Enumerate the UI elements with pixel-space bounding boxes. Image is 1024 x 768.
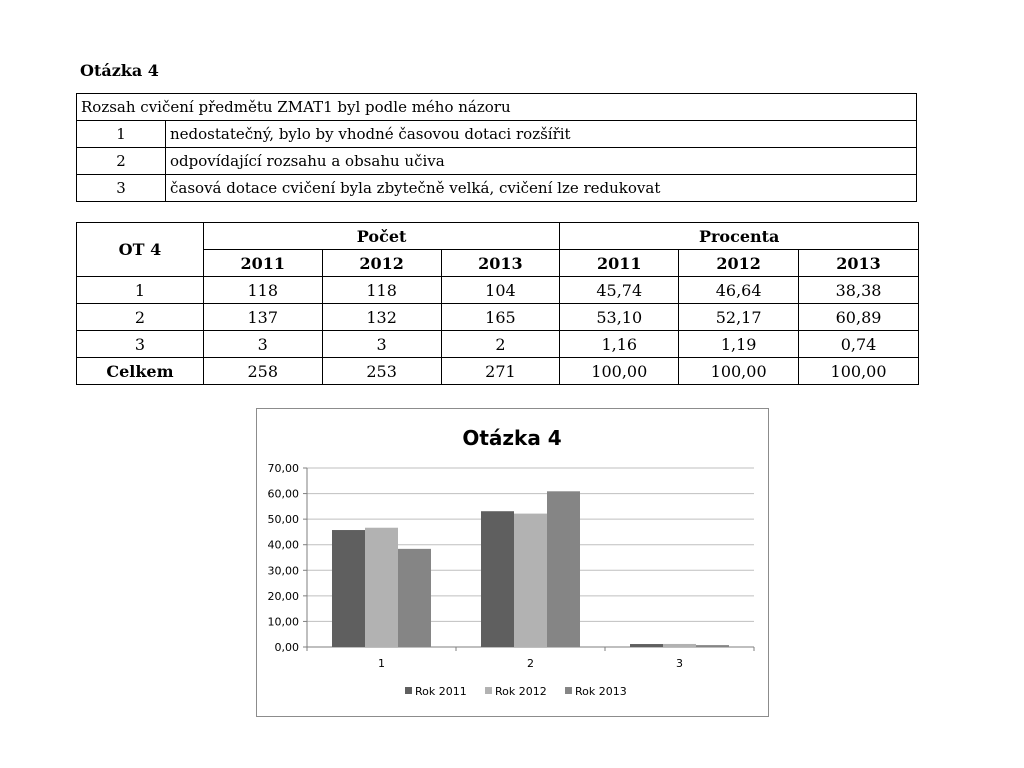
table-cell: 1,19	[679, 331, 799, 358]
percent-group-header: Procenta	[560, 223, 919, 250]
row-label: 2	[77, 304, 204, 331]
x-tick-label: 3	[676, 657, 683, 670]
bar-chart	[256, 408, 769, 717]
legend-swatch	[405, 687, 412, 694]
year-header: 2013	[799, 250, 919, 277]
count-group-header: Počet	[203, 223, 559, 250]
page-heading: Otázka 4	[80, 61, 159, 80]
table-cell: 1,16	[560, 331, 679, 358]
question-options-table	[76, 93, 917, 202]
table-cell: 258	[203, 358, 322, 385]
chart-title: Otázka 4	[462, 426, 562, 450]
option-number: 3	[77, 175, 166, 202]
year-header: 2011	[560, 250, 679, 277]
table-cell: 100,00	[679, 358, 799, 385]
results-table	[76, 222, 919, 385]
year-header-row	[77, 250, 919, 277]
chart-canvas	[257, 409, 768, 716]
legend-label: Rok 2012	[495, 685, 547, 698]
option-row	[77, 175, 917, 202]
table-cell: 60,89	[799, 304, 919, 331]
bar	[481, 511, 514, 647]
y-tick-label: 50,00	[267, 513, 299, 527]
table-cell: 38,38	[799, 277, 919, 304]
table-cell: 104	[441, 277, 560, 304]
table-row	[77, 331, 919, 358]
x-tick-label: 2	[527, 657, 534, 670]
y-tick-label: 10,00	[267, 615, 299, 629]
row-label: 3	[77, 331, 204, 358]
table-cell: 3	[203, 331, 322, 358]
total-row	[77, 358, 919, 385]
bar	[514, 514, 547, 647]
y-tick-label: 0,00	[274, 641, 299, 654]
corner-header: OT 4	[77, 223, 204, 277]
total-label: Celkem	[77, 358, 204, 385]
y-tick-label: 30,00	[267, 564, 299, 578]
table-cell: 53,10	[560, 304, 679, 331]
table-cell: 271	[441, 358, 560, 385]
table-cell: 2	[441, 331, 560, 358]
legend-swatch	[485, 687, 492, 694]
year-header: 2013	[441, 250, 560, 277]
question-title: Rozsah cvičení předmětu ZMAT1 byl podle mého názoru	[77, 94, 917, 121]
table-cell: 100,00	[560, 358, 679, 385]
table-cell: 137	[203, 304, 322, 331]
year-header: 2011	[203, 250, 322, 277]
option-text: nedostatečný, bylo by vhodné časovou dotaci rozšířit	[166, 121, 917, 148]
group-header-row	[77, 223, 919, 250]
year-header: 2012	[679, 250, 799, 277]
table-cell: 118	[322, 277, 441, 304]
bar	[398, 549, 431, 647]
y-tick-label: 20,00	[267, 589, 299, 603]
bar	[365, 528, 398, 647]
option-number: 1	[77, 121, 166, 148]
x-tick-label: 1	[378, 657, 385, 670]
table-cell: 46,64	[679, 277, 799, 304]
option-text: časová dotace cvičení byla zbytečně velká, cvičení lze redukovat	[166, 175, 917, 202]
bar	[663, 644, 696, 647]
option-row	[77, 148, 917, 175]
table-cell: 253	[322, 358, 441, 385]
bar	[547, 491, 580, 647]
option-number: 2	[77, 148, 166, 175]
table-cell: 132	[322, 304, 441, 331]
table-row	[77, 277, 919, 304]
table-cell: 0,74	[799, 331, 919, 358]
y-tick-label: 40,00	[267, 538, 299, 552]
legend-label: Rok 2013	[575, 685, 627, 698]
row-label: 1	[77, 277, 204, 304]
table-cell: 3	[322, 331, 441, 358]
table-row	[77, 304, 919, 331]
bar	[696, 645, 729, 647]
legend-label: Rok 2011	[415, 685, 467, 698]
year-header: 2012	[322, 250, 441, 277]
bar	[630, 644, 663, 647]
option-row	[77, 121, 917, 148]
table-cell: 118	[203, 277, 322, 304]
table-cell: 45,74	[560, 277, 679, 304]
table-cell: 52,17	[679, 304, 799, 331]
y-tick-label: 70,00	[267, 462, 299, 475]
y-tick-label: 60,00	[267, 487, 299, 501]
table-cell: 100,00	[799, 358, 919, 385]
table-cell: 165	[441, 304, 560, 331]
legend-swatch	[565, 687, 572, 694]
question-title-row	[77, 94, 917, 121]
bar	[332, 530, 365, 647]
option-text: odpovídající rozsahu a obsahu učiva	[166, 148, 917, 175]
